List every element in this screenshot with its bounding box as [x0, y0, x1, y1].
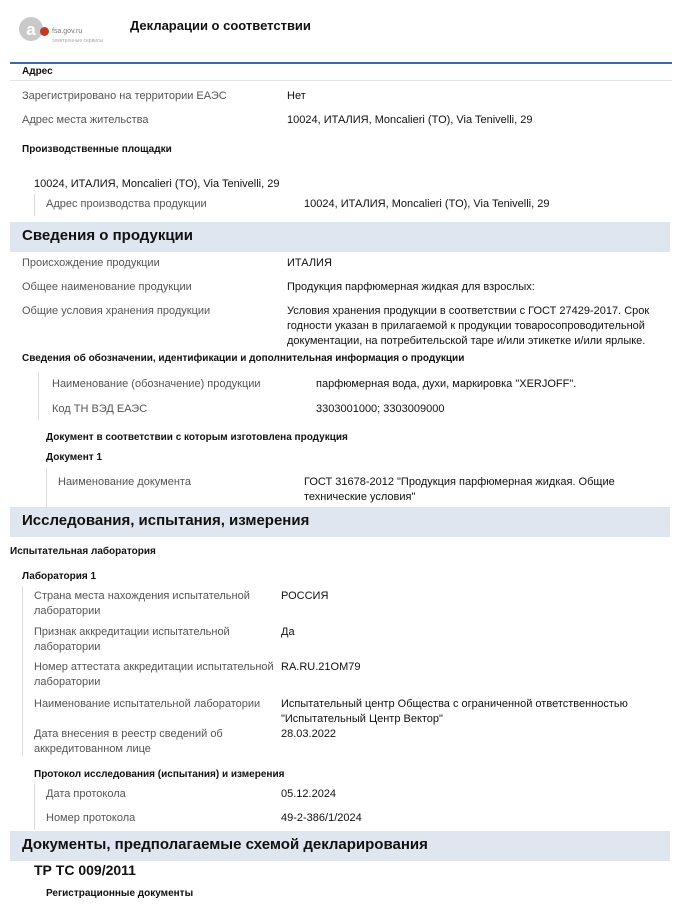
- field-label: Номер аттестата аккредитации испытательной лаборатории: [34, 661, 274, 688]
- identification-heading: Сведения об обозначении, идентификации и дополнительная информация о продукции: [22, 353, 465, 364]
- field-value: Условия хранения продукции в соответствии с ГОСТ 27429-2017. Срок годности указан в прилагаемой к продукции товаросопроводительной документации, на потребительской таре и/или этикетке и/или ярлыке.: [287, 305, 650, 347]
- field-value: 28.03.2022: [281, 728, 337, 740]
- field-value: 49-2-386/1/2024: [281, 812, 362, 824]
- documents-heading: Документ в соответствии с которым изготовлена продукция: [46, 432, 348, 443]
- section-title: Документы, предполагаемые схемой декларирования: [22, 836, 428, 853]
- svg-text:a: a: [26, 20, 36, 39]
- field-label: Адрес места жительства: [22, 114, 149, 126]
- field-label: Общие условия хранения продукции: [22, 305, 211, 317]
- section-title: Исследования, испытания, измерения: [22, 512, 310, 529]
- field-value: 05.12.2024: [281, 788, 337, 800]
- field-label: Происхождение продукции: [22, 257, 160, 269]
- document-1-heading: Документ 1: [46, 452, 103, 463]
- field-value: парфюмерная вода, духи, маркировка "XERJOFF".: [316, 378, 577, 390]
- field-label: Номер протокола: [46, 812, 136, 824]
- field-label: Признак аккредитации испытательной лаборатории: [34, 626, 230, 653]
- page-title: Декларации о соответствии: [130, 18, 311, 33]
- lab-section-heading: Испытательная лаборатория: [10, 546, 156, 557]
- indent-line: [34, 784, 35, 830]
- indent-line: [38, 372, 39, 420]
- section-band: [10, 831, 670, 861]
- field-value: RA.RU.21OM79: [281, 661, 361, 673]
- field-value: Нет: [287, 90, 306, 102]
- field-value: ГОСТ 31678-2012 "Продукция парфюмерная жидкая. Общие технические условия": [304, 476, 615, 503]
- field-value: 10024, ИТАЛИЯ, Moncalieri (TO), Via Tenivelli, 29: [287, 114, 533, 126]
- field-label: Наименование (обозначение) продукции: [52, 378, 261, 390]
- field-label: Наименование документа: [58, 476, 191, 488]
- logo-text: fsa.gov.ru: [52, 28, 83, 35]
- logo-subtext: электронные сервисы: [52, 38, 104, 44]
- field-value: 3303001000; 3303009000: [316, 403, 445, 415]
- indent-line: [22, 586, 23, 756]
- field-label: Код ТН ВЭД ЕАЭС: [52, 403, 148, 415]
- field-value: 10024, ИТАЛИЯ, Moncalieri (TO), Via Tenivelli, 29: [304, 198, 550, 210]
- field-label: Адрес производства продукции: [46, 198, 207, 210]
- section-band: [10, 507, 670, 537]
- production-sites-heading: Производственные площадки: [22, 144, 172, 155]
- address-divider: [10, 80, 672, 81]
- regulation-title: ТР ТС 009/2011: [34, 862, 136, 878]
- address-heading: Адрес: [22, 66, 53, 77]
- field-value: Да: [281, 626, 295, 638]
- logo-dot: [40, 27, 49, 36]
- field-label: Общее наименование продукции: [22, 281, 192, 293]
- field-label: Дата внесения в реестр сведений об аккредитованном лице: [34, 728, 223, 755]
- field-label: Дата протокола: [46, 788, 126, 800]
- field-label: Страна места нахождения испытательной лаборатории: [34, 590, 250, 617]
- reg-docs-heading: Регистрационные документы: [46, 888, 194, 899]
- section-band: [10, 222, 670, 252]
- site-address: 10024, ИТАЛИЯ, Moncalieri (TO), Via Tenivelli, 29: [34, 178, 280, 190]
- field-label: Наименование испытательной лаборатории: [34, 698, 261, 710]
- field-value: Продукция парфюмерная жидкая для взрослых:: [287, 281, 535, 293]
- indent-line: [46, 468, 47, 508]
- lab-1-heading: Лаборатория 1: [22, 571, 97, 582]
- protocol-heading: Протокол исследования (испытания) и измерения: [34, 769, 285, 780]
- section-title: Сведения о продукции: [22, 227, 193, 244]
- field-value: Испытательный центр Общества с ограниченной ответственностью "Испытательный Центр Вектор": [281, 698, 628, 725]
- indent-line: [34, 194, 35, 216]
- field-value: РОССИЯ: [281, 590, 329, 602]
- field-value: ИТАЛИЯ: [287, 257, 332, 269]
- field-label: Зарегистрировано на территории ЕАЭС: [22, 90, 227, 102]
- header-divider: [10, 62, 672, 64]
